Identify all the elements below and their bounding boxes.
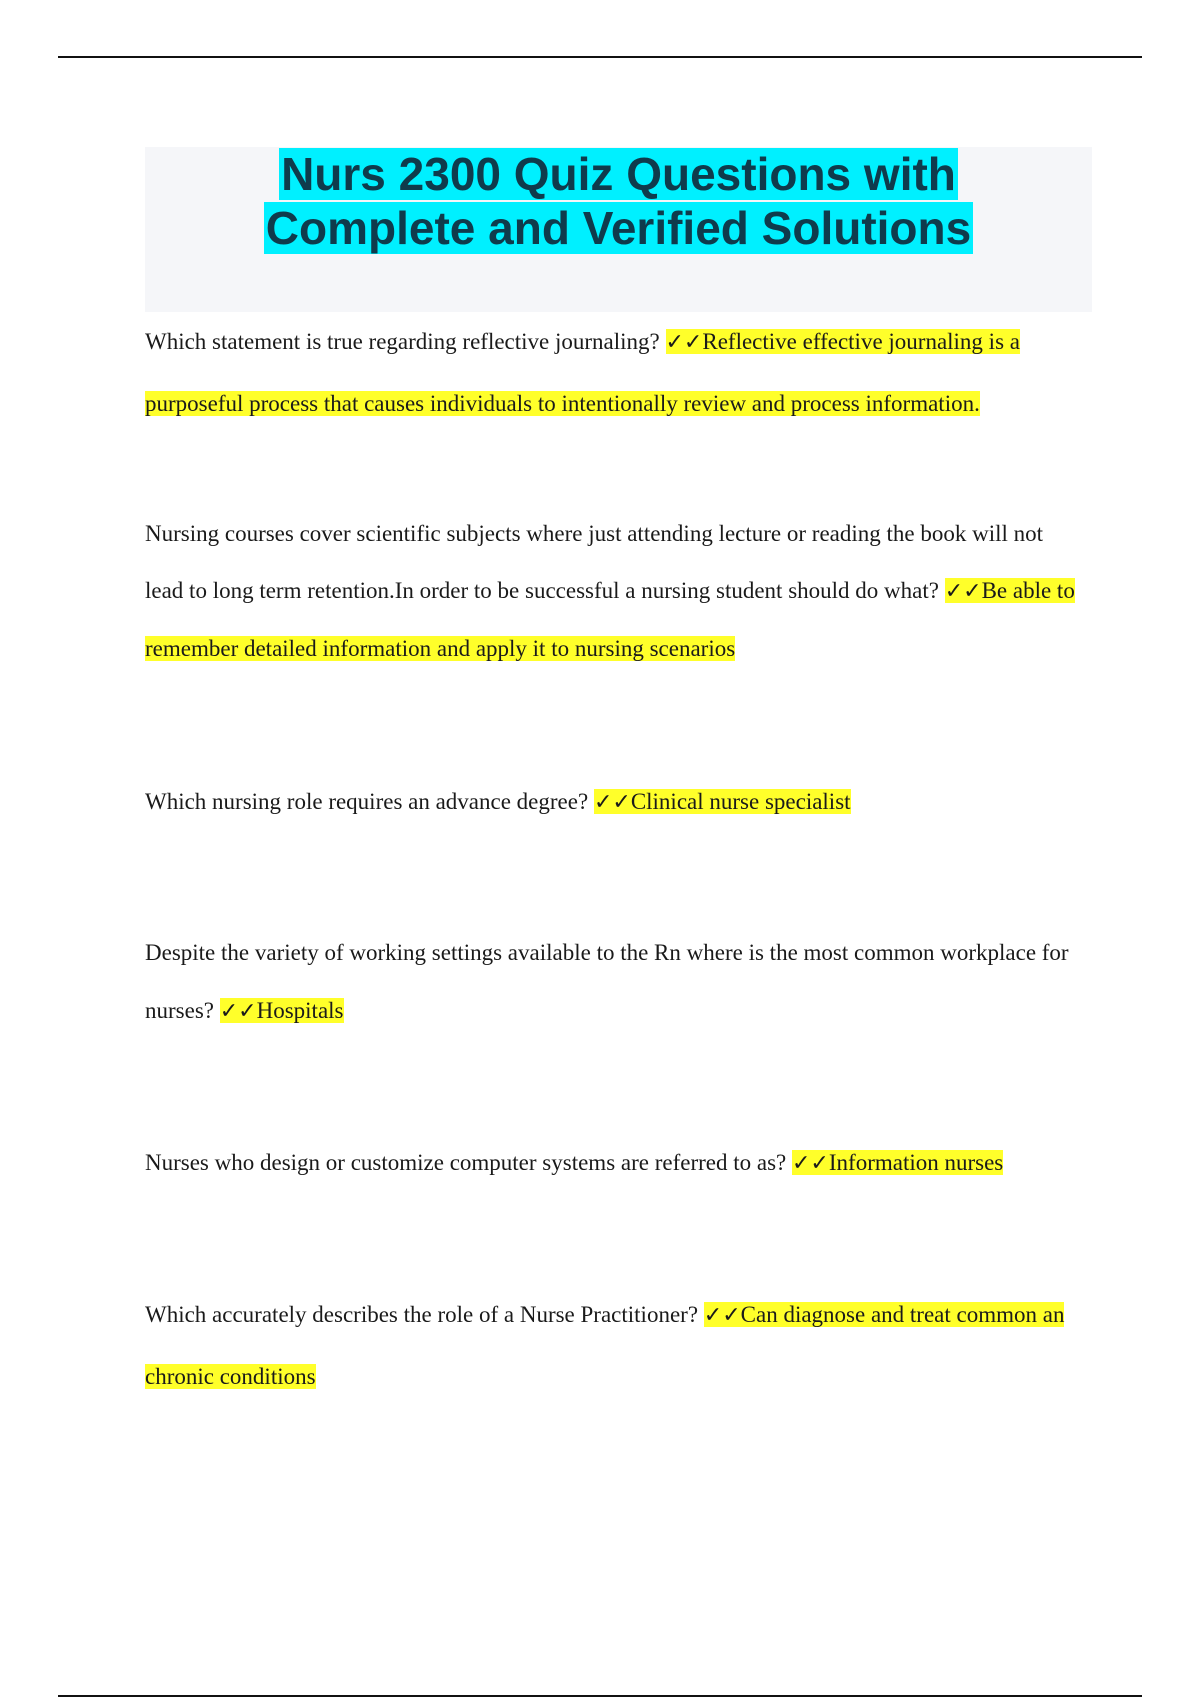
double-check-icon: ✓✓ (944, 579, 982, 604)
answer-text: Can diagnose and treat common an chronic conditions (145, 1302, 1065, 1389)
top-rule (58, 56, 1142, 58)
question-text: Which accurately describes the role of a Nurse Practitioner? (145, 1302, 699, 1327)
question-text: Nurses who design or customize computer systems are referred to as? (145, 1150, 787, 1175)
double-check-icon: ✓✓ (593, 790, 631, 815)
qa-item (145, 772, 1085, 833)
answer-highlight (792, 1150, 1003, 1175)
qa-item (145, 1133, 1085, 1194)
document-title (145, 147, 1092, 255)
answer-highlight (220, 998, 344, 1023)
answer-text: Be able to remember detailed information and apply it to nursing scenarios (145, 578, 1075, 661)
qa-item (145, 1284, 1085, 1407)
double-check-icon: ✓✓ (703, 1303, 741, 1328)
title-line-1: Nurs 2300 Quiz Questions with (281, 148, 956, 200)
qa-item (145, 311, 1085, 434)
answer-text: Reflective effective journaling is a purposeful process that causes individuals to intentionally review and process information. (145, 329, 1020, 416)
qa-item (145, 505, 1085, 677)
bottom-rule (58, 1695, 1142, 1697)
question-text: Which nursing role requires an advance degree? (145, 789, 589, 814)
question-text: Despite the variety of working settings available to the Rn where is the most common workplace for nurses? (145, 940, 1069, 1023)
answer-text: Hospitals (256, 998, 344, 1023)
double-check-icon: ✓✓ (665, 330, 703, 355)
answer-highlight (594, 789, 851, 814)
double-check-icon: ✓✓ (219, 999, 257, 1024)
answer-text: Clinical nurse specialist (630, 789, 851, 814)
double-check-icon: ✓✓ (792, 1151, 829, 1176)
answer-text: Information nurses (828, 1150, 1004, 1175)
title-line-2: Complete and Verified Solutions (265, 202, 972, 254)
question-text: Nursing courses cover scientific subjects where just attending lecture or reading the book will not lead to long term retention.In order to be successful a nursing student should do what? (145, 521, 1044, 603)
qa-item (145, 924, 1085, 1041)
question-text: Which statement is true regarding reflective journaling? (145, 329, 660, 354)
